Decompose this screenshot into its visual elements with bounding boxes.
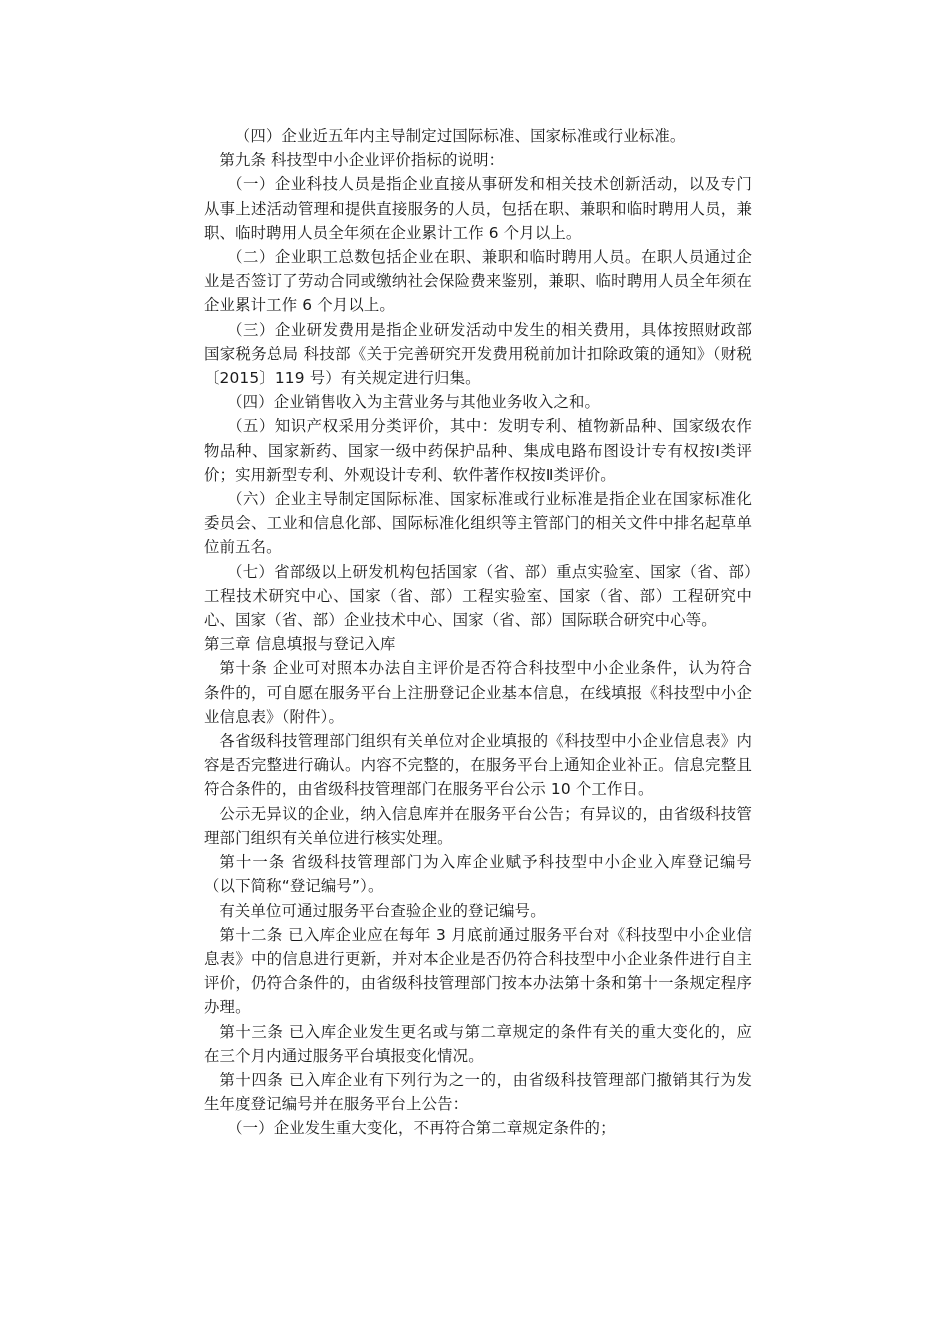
paragraph-article-13: 第十三条 已入库企业发生更名或与第二章规定的条件有关的重大变化的，应在三个月内通过服务平台填报变化情况。	[204, 1022, 752, 1065]
paragraph-article-11: 第十一条 省级科技管理部门为入库企业赋予科技型中小企业入库登记编号（以下简称“登记编号”）。	[204, 853, 752, 896]
paragraph-article-10: 第十条 企业可对照本办法自主评价是否符合科技型中小企业条件，认为符合条件的，可自愿在服务平台上注册登记企业基本信息，在线填报《科技型中小企业信息表》（附件）。	[204, 659, 752, 726]
paragraph-item-4-sales: （四）企业销售收入为主营业务与其他业务收入之和。	[227, 393, 601, 412]
paragraph-clause-4-standards: （四）企业近五年内主导制定过国际标准、国家标准或行业标准。	[234, 127, 686, 145]
paragraph-article-11-verification: 有关单位可通过服务平台查验企业的登记编号。	[219, 901, 546, 920]
paragraph-item-3-rd-costs: （三）企业研发费用是指企业研发活动中发生的相关费用，具体按照财政部 国家税务总局 科技部《关于完善研究开发费用税前加计扣除政策的通知》（财税〔2015〕119 号）有关规定进行归集。	[204, 320, 752, 388]
paragraph-article-10-announcement: 公示无异议的企业，纳入信息库并在服务平台公告；有异议的，由省级科技管理部门组织有关单位进行核实处理。	[204, 804, 752, 847]
paragraph-item-2-employees: （二）企业职工总数包括企业在职、兼职和临时聘用人员。在职人员通过企业是否签订了劳动合同或缴纳社会保险费来鉴别，兼职、临时聘用人员全年须在企业累计工作 6 个月以上。	[204, 248, 752, 315]
paragraph-article-12: 第十二条 已入库企业应在每年 3 月底前通过服务平台对《科技型中小企业信息表》中的信息进行更新，并对本企业是否仍符合科技型中小企业条件进行自主评价，仍符合条件的，由省级科技管理部门按本办法第十条和第十一条规定程序办理。	[204, 925, 752, 1017]
paragraph-article-9-heading: 第九条 科技型中小企业评价指标的说明：	[219, 151, 505, 170]
paragraph-item-6-standards: （六）企业主导制定国际标准、国家标准或行业标准是指企业在国家标准化委员会、工业和信息化部、国际标准化组织等主管部门的相关文件中排名起草单位前五名。	[204, 490, 752, 557]
paragraph-article-14-item-1: （一）企业发生重大变化，不再符合第二章规定条件的；	[227, 1119, 616, 1138]
paragraph-item-5-ip: （五）知识产权采用分类评价，其中：发明专利、植物新品种、国家级农作物品种、国家新药、国家一级中药保护品种、集成电路布图设计专有权按Ⅰ类评价；实用新型专利、外观设计专利、软件著作权按Ⅱ类评价。	[204, 417, 752, 484]
paragraph-item-7-rd-institutions: （七）省部级以上研发机构包括国家（省、部）重点实验室、国家（省、部）工程技术研究中心、国家（省、部）工程实验室、国家（省、部）工程研究中心、国家（省、部）企业技术中心、国家（省、部）国际联合研究中心等。	[204, 562, 752, 630]
paragraph-article-10-confirmation: 各省级科技管理部门组织有关单位对企业填报的《科技型中小企业信息表》内容是否完整进行确认。内容不完整的，在服务平台上通知企业补正。信息完整且符合条件的，由省级科技管理部门在服务平台公示 10 个工作日。	[204, 732, 752, 799]
paragraph-article-14: 第十四条 已入库企业有下列行为之一的，由省级科技管理部门撤销其行为发生年度登记编号并在服务平台上公告：	[204, 1070, 752, 1114]
chapter-3-heading: 第三章 信息填报与登记入库	[204, 635, 396, 654]
document-body	[204, 124, 752, 1141]
paragraph-item-1-tech-staff: （一）企业科技人员是指企业直接从事研发和相关技术创新活动，以及专门从事上述活动管理和提供直接服务的人员，包括在职、兼职和临时聘用人员，兼职、临时聘用人员全年须在企业累计工作 6 个月以上。	[204, 175, 752, 242]
